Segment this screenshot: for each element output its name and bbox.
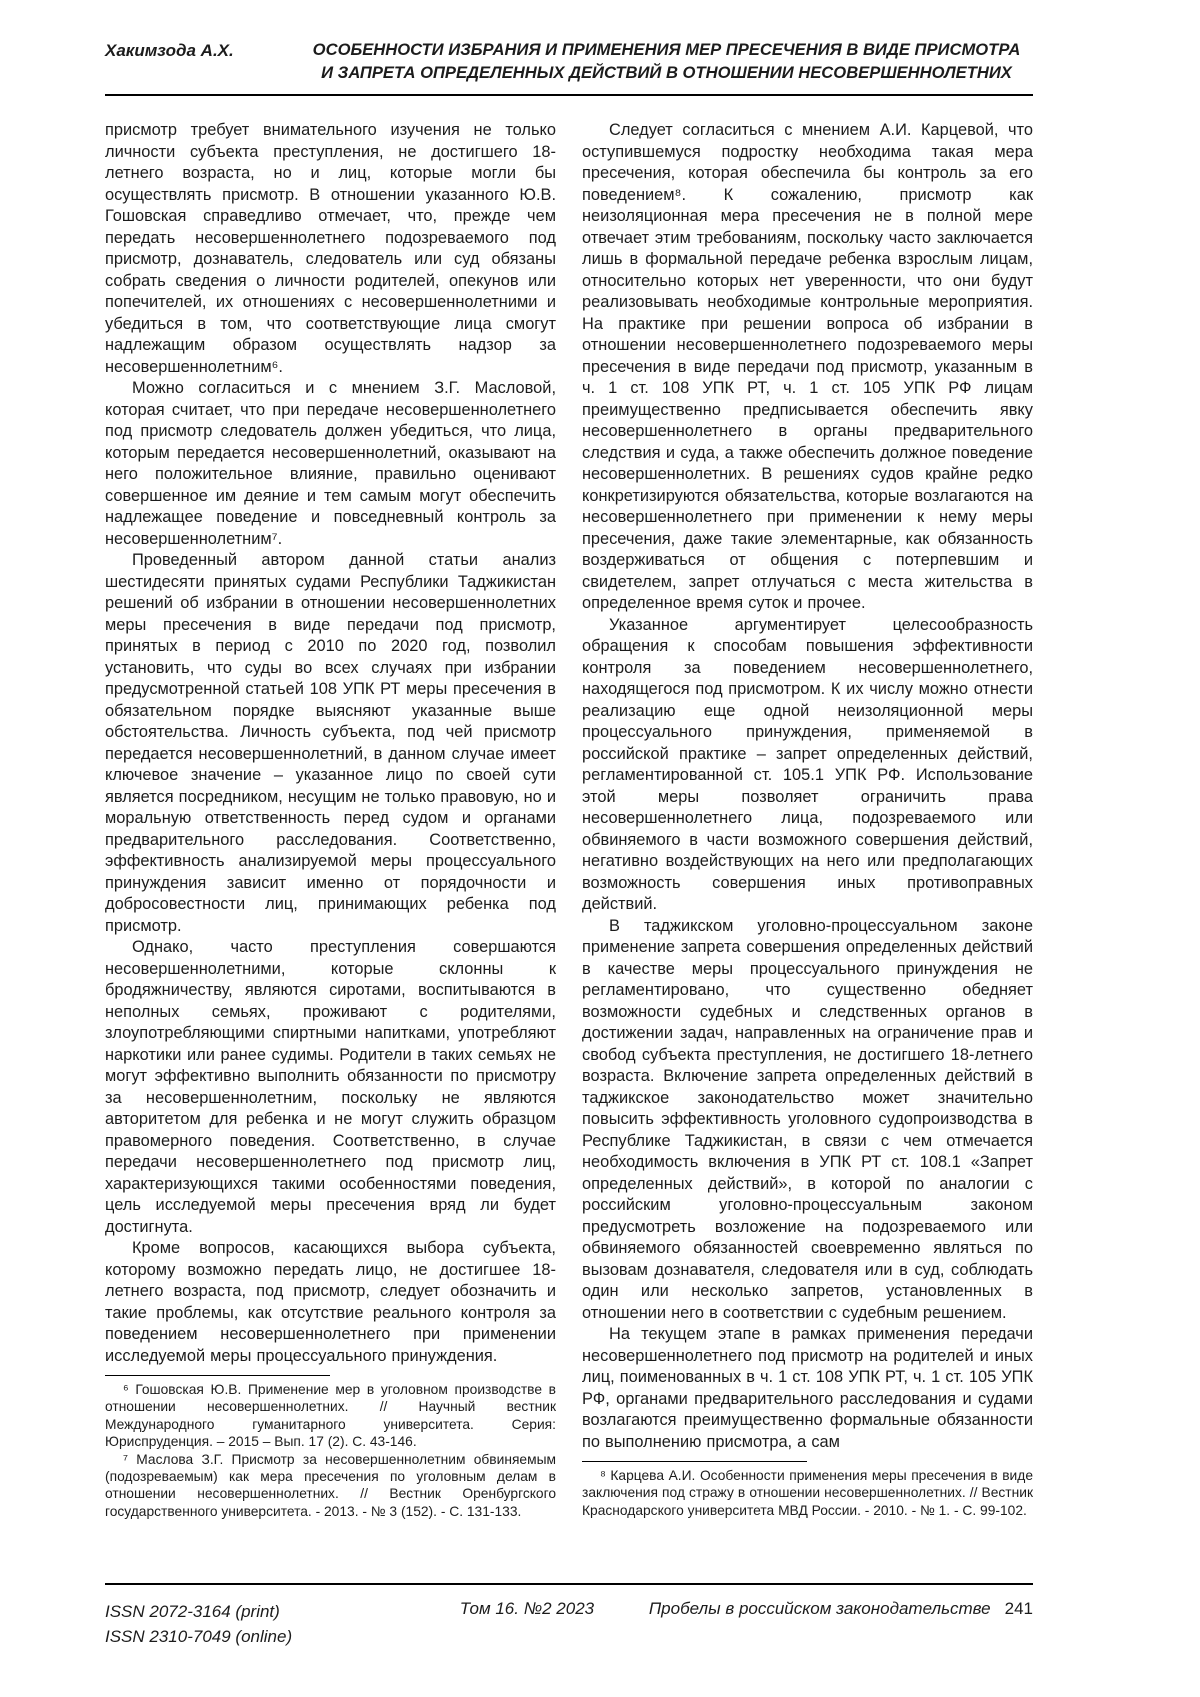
body-paragraph: В таджикском уголовно-процессуальном законе применение запрета совершения определенных действий в качестве меры процессуального принуждения не регламентировано, что существенно обедняет возможности судебных и следственных органов в достижении задач, направленных на ограничение прав и свобод субъекта преступления, не достигшего 18-летнего возраста. Включение запрета определенных действий в таджикское законодательство может значительно повысить эффективность уголовного судопроизводства в Республике Таджикистан, в связи с чем отмечается необходимость включения в УПК РТ ст. 108.1 «Запрет определенных действий», в которой по аналогии с российским уголовно-процессуальным законом предусмотреть возложение на подозреваемого или обвиняемого обязанностей своевременно являться по вызовам дознавателя, следователя или в суд, соблюдать один или несколько запретов, установленных в отношении него в соответствии с судебным решением. (582, 916, 1033, 1322)
issn-online: ISSN 2310-7049 (online) (105, 1627, 293, 1646)
body-columns (105, 120, 1033, 1520)
author-name: Хакимзода А.Х. (105, 41, 234, 60)
body-paragraph: На текущем этапе в рамках применения передачи несовершеннолетнего под присмотр на родителей и иных лиц, поименованных в ч. 1 ст. 108 УПК РТ, ч. 1 ст. 105 УПК РФ, органами предварительного расследования и судами возлагаются преимущественно формальные обязанности по выполнению присмотра, а сам (582, 1325, 1033, 1451)
article-title-line1: ОСОБЕННОСТИ ИЗБРАНИЯ И ПРИМЕНЕНИЯ МЕР ПРЕСЕЧЕНИЯ В ВИДЕ ПРИСМОТРА (312, 40, 1021, 59)
page-number: 241 (1004, 1599, 1033, 1618)
footnote: ⁸ Карцева А.И. Особенности применения меры пресечения в виде заключения под стражу в отношении несовершеннолетних. // Вестник Краснодарского университета МВД России. - 2010. - № 1. - С. 99-102. (582, 1468, 1033, 1518)
issn-print: ISSN 2072-3164 (print) (105, 1602, 280, 1621)
left-column-footnotes (105, 1381, 556, 1520)
footnote-separator-right (582, 1461, 807, 1462)
right-column-text (582, 120, 1033, 1453)
footer-row (105, 1599, 1033, 1649)
body-paragraph: Проведенный автором данной статьи анализ шестидесяти принятых судами Республики Таджикистан решений об избрании в отношении несовершеннолетних меры пресечения в виде передачи под присмотр, принятых в период с 2010 по 2020 год, позволил установить, что суды во всех случаях при избрании предусмотренной статьей 108 УПК РТ меры пресечения в обязательном порядке выясняют указанные выше обстоятельства. Личность субъекта, под чей присмотр передается несовершеннолетний, в данном случае имеет ключевое значение – указанное лицо по своей сути является посредником, несущим не только правовую, но и моральную ответственность перед судом и органами предварительного расследования. Соответственно, эффективность анализируемой меры процессуального принуждения зависит именно от порядочности и добросовестности лиц, принимающих ребенка под присмотр. (105, 551, 556, 935)
body-paragraph: Можно согласиться и с мнением З.Г. Масловой, которая считает, что при передаче несовершеннолетнего под присмотр следователь должен убедиться, что лица, которым передается несовершеннолетний, оказывают на него положительное влияние, правильно оценивают совершенное им деяние и тем самым могут обеспечить надлежащее поведение и повседневный контроль за несовершеннолетним⁷. (105, 379, 556, 548)
footnote: ⁶ Гошовская Ю.В. Применение мер в уголовном производстве в отношении несовершеннолетних. // Научный вестник Международного гуманитарного университета. Серия: Юриспруденция. – 2015 – Вып. 17 (2). С. 43-146. (105, 1382, 556, 1450)
left-column (105, 120, 556, 1520)
page-content (105, 38, 1033, 1520)
journal-info (649, 1599, 1033, 1619)
issn-block (105, 1599, 405, 1649)
footnote: ⁷ Маслова З.Г. Присмотр за несовершеннолетним обвиняемым (подозреваемым) как мера пресечения по уголовным делам в отношении несовершеннолетних. // Вестник Оренбургского государственного университета. - 2013. - № 3 (152). - С. 131-133. (105, 1451, 556, 1519)
body-paragraph: Однако, часто преступления совершаются несовершеннолетними, которые склонны к бродяжничеству, являются сиротами, воспитываются в неполных семьях, проживают с родителями, злоупотребляющими спиртными напитками, употребляют наркотики или ранее судимы. Родители в таких семьях не могут эффективно выполнить обязанности по присмотру за несовершеннолетним, поскольку не являются авторитетом для ребенка и не могут служить образцом правомерного поведения. Соответственно, в случае передачи несовершеннолетнего под присмотр лиц, характеризующихся такими особенностями поведения, цель исследуемой меры пресечения вряд ли будет достигнута. (105, 938, 556, 1236)
article-title (300, 38, 1033, 84)
left-column-text (105, 120, 556, 1367)
journal-name: Пробелы в российском законодательстве (648, 1599, 991, 1618)
page-header (105, 38, 1033, 96)
body-paragraph: Следует согласиться с мнением А.И. Карцевой, что оступившемуся подростку необходима такая мера пресечения, которая обеспечила бы контроль за его поведением⁸. К сожалению, присмотр как неизоляционная мера пресечения не в полной мере отвечает этим требованиям, поскольку часто заключается лишь в формальной передаче ребенка взрослым лицам, относительно которых нет уверенности, что они будут реализовывать необходимые контрольные мероприятия. На практике при решении вопроса об избрании в отношении несовершеннолетнего подозреваемого меры пресечения в виде передачи под присмотр, указанным в ч. 1 ст. 108 УПК РТ, ч. 1 ст. 105 УПК РФ лицам преимущественно предписывается обеспечить явку несовершеннолетнего в органы предварительного следствия и суда, а также обеспечить должное поведение несовершеннолетних. В решениях судов крайне редко конкретизируются обязательства, которые возлагаются на несовершеннолетнего при применении к нему меры пресечения, даже такие элементарные, как обязанность воздерживаться от общения с потерпевшим и свидетелем, запрет отлучаться с места жительства в определенное время суток и прочее. (582, 121, 1033, 612)
volume-info: Том 16. №2 2023 (459, 1599, 595, 1618)
body-paragraph: Указанное аргументирует целесообразность обращения к способам повышения эффективности контроля за поведением несовершеннолетнего, находящегося под присмотром. К их числу можно отнести реализацию еще одной неизоляционной меры процессуального принуждения, применяемой в российской практике – запрет определенных действий, регламентированной ст. 105.1 УПК РФ. Использование этой меры позволяет ограничить права несовершеннолетнего лица, подозреваемого или обвиняемого в части возможного совершения действий, негативно воздействующих на него или предполагающих возможность совершения иных противоправных действий. (582, 615, 1033, 913)
body-paragraph: Кроме вопросов, касающихся выбора субъекта, которому возможно передать лицо, не достигшее 18-летнего возраста, под присмотр, следует обозначить и такие проблемы, как отсутствие реального контроля за поведением несовершеннолетнего при применении исследуемой меры процессуального принуждения. (105, 1239, 556, 1365)
page-footer (105, 1583, 1033, 1649)
footnote-separator-left (105, 1375, 330, 1376)
right-column-footnotes (582, 1467, 1033, 1519)
body-paragraph: присмотр требует внимательного изучения не только личности субъекта преступления, не достигшего 18-летнего возраста, но и лиц, которые могли бы осуществлять присмотр. В отношении указанного Ю.В. Гошовская справедливо отмечает, что, прежде чем передать несовершеннолетнего подозреваемого под присмотр, дознаватель, следователь или суд обязаны собрать сведения о личности родителей, опекунов или попечителей, их отношениях с несовершеннолетними и убедиться в том, что соответствующие лица смогут надлежащим образом осуществлять надзор за несовершеннолетним⁶. (105, 121, 556, 376)
right-column (582, 120, 1033, 1520)
article-title-line2: И ЗАПРЕТА ОПРЕДЕЛЕННЫХ ДЕЙСТВИЙ В ОТНОШЕНИИ НЕСОВЕРШЕННОЛЕТНИХ (321, 63, 1012, 82)
